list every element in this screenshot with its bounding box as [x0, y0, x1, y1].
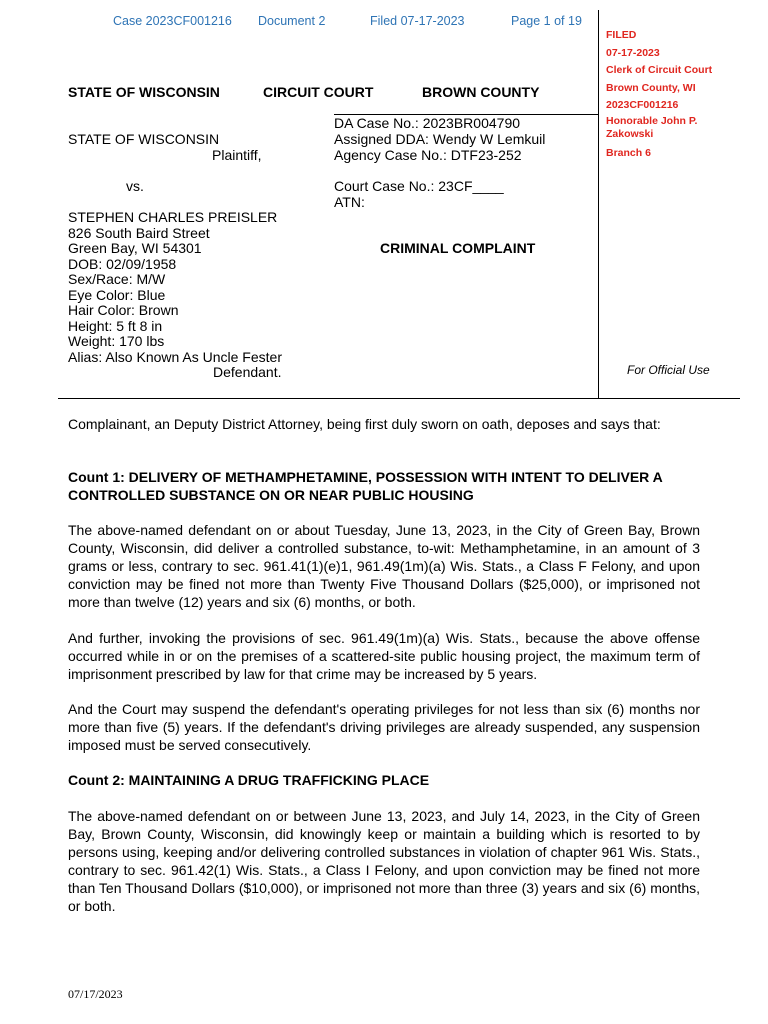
court-case-number: Court Case No.: 23CF____ [334, 178, 504, 194]
stamp-line: Brown County, WI [606, 81, 696, 94]
plaintiff-name: STATE OF WISCONSIN [68, 131, 220, 147]
count2-heading: Count 2: MAINTAINING A DRUG TRAFFICKING PLACE [68, 772, 430, 788]
stamp-line: FILED [606, 29, 637, 41]
complaint-title: CRIMINAL COMPLAINT [380, 240, 536, 256]
agency-case-number: Agency Case No.: DTF23-252 [334, 147, 522, 163]
defendant-detail: Eye Color: Blue [68, 287, 166, 303]
stamp-line: Clerk of Circuit Court [606, 64, 713, 76]
stamp-line: Branch 6 [606, 146, 651, 159]
defendant-detail: Height: 5 ft 8 in [68, 318, 163, 334]
filed-date-header: Filed 07-17-2023 [370, 14, 465, 28]
defendant-detail: Alias: Also Known As Uncle Fester [68, 349, 282, 365]
defendant-detail: DOB: 02/09/1958 [68, 256, 177, 272]
official-use-label: For Official Use [627, 363, 710, 377]
da-case-number: DA Case No.: 2023BR004790 [334, 115, 521, 131]
stamp-line: Honorable John P. [606, 114, 698, 127]
defendant-detail: 826 South Baird Street [68, 225, 210, 241]
case-number-header: Case 2023CF001216 [113, 14, 232, 28]
atn-label: ATN: [334, 194, 365, 210]
page-number-header: Page 1 of 19 [511, 14, 582, 28]
count1-license-paragraph: And the Court may suspend the defendant's operating privileges for not less than six (6) months nor more than five (5) years. If the defendant's driving privileges are already suspended, any suspension imposed must be served consecutively. [68, 701, 700, 753]
document-number-header: Document 2 [258, 14, 326, 28]
court-name: CIRCUIT COURT [263, 84, 374, 100]
plaintiff-role: Plaintiff, [212, 147, 262, 163]
defendant-detail: Weight: 170 lbs [68, 333, 165, 349]
stamp-line: 2023CF001216 [606, 99, 679, 111]
defendant-detail: Green Bay, WI 54301 [68, 240, 202, 256]
court-state: STATE OF WISCONSIN [68, 84, 220, 100]
defendant-name: STEPHEN CHARLES PREISLER [68, 209, 278, 225]
caption-bottom-rule [58, 398, 740, 399]
defendant-detail: Sex/Race: M/W [68, 271, 166, 287]
count1-paragraph: The above-named defendant on or about Tuesday, June 13, 2023, in the City of Green Bay, Brown County, Wisconsin, did deliver a controlled substance, to-wit: Methamphetamine, in an amount of 3 grams or less, contrary to sec. 961.41(1)(e)1, 961.49(1m)(a) Wis. Stats., a Class F Felony, and upon conviction may be fined not more than Twenty Five Thousand Dollars ($25,000), or imprisoned not more than twelve (12) years and six (6) months, or both. [68, 522, 700, 610]
caption-vertical-rule [598, 10, 599, 398]
stamp-line: Zakowski [606, 127, 654, 140]
assigned-dda: Assigned DDA: Wendy W Lemkuil [334, 131, 546, 147]
stamp-line: 07-17-2023 [606, 46, 660, 59]
complaint-intro: Complainant, an Deputy District Attorney, being first duly sworn on oath, deposes and says that: [68, 416, 661, 432]
defendant-role: Defendant. [213, 364, 282, 380]
footer-date: 07/17/2023 [68, 987, 123, 1001]
court-county: BROWN COUNTY [422, 84, 540, 100]
defendant-detail: Hair Color: Brown [68, 302, 179, 318]
count2-paragraph: The above-named defendant on or between June 13, 2023, and July 14, 2023, in the City of Green Bay, Brown County, Wisconsin, did knowingly keep or maintain a building which is resorted to by persons using, keeping and/or delivering controlled substances in violation of chapter 961 Wis. Stats., contrary to sec. 961.42(1) Wis. Stats., a Class I Felony, and upon conviction may be fined not more than Ten Thousand Dollars ($10,000), or imprisoned not more than three (3) years and six (6) months, or both. [68, 808, 700, 914]
versus-label: vs. [126, 178, 144, 194]
count1-heading: Count 1: DELIVERY OF METHAMPHETAMINE, POSSESSION WITH INTENT TO DELIVER A CONTROLLED SUBSTANCE ON OR NEAR PUBLIC HOUSING [68, 469, 663, 503]
filed-stamp [606, 27, 741, 162]
count1-enhancer-paragraph: And further, invoking the provisions of sec. 961.49(1m)(a) Wis. Stats., because the above offense occurred while in or on the premises of a scattered-site public housing project, the maximum term of imprisonment prescribed by law for that crime may be increased by 5 years. [68, 630, 700, 682]
